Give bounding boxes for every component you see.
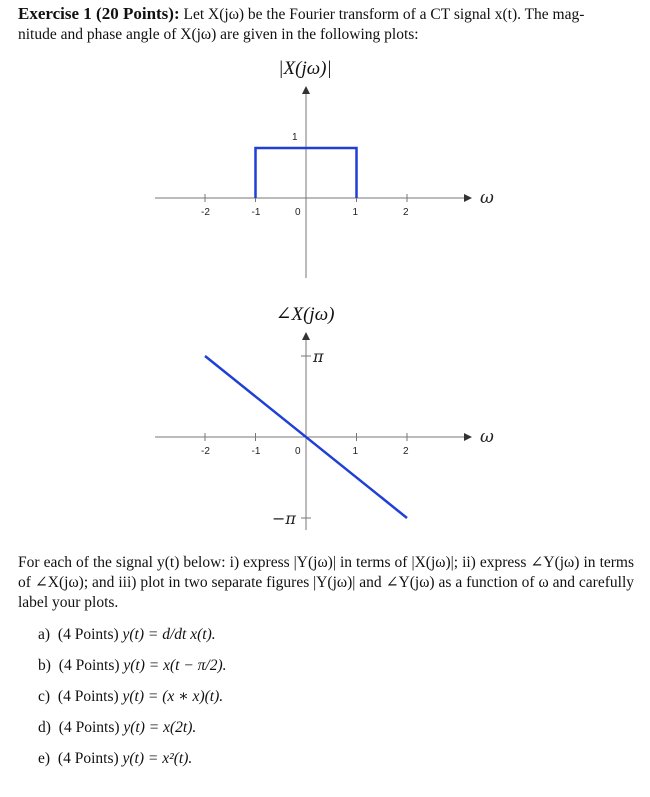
phase-y-label-pi: π [313, 347, 324, 366]
phase-x-label: ω [480, 427, 494, 447]
part-c: c) (4 Points) y(t) = (x ∗ x)(t). [38, 688, 224, 705]
magnitude-plot-title: |X(jω)| [278, 58, 332, 79]
phase-x-tick-label: -2 [201, 446, 210, 457]
phase-x-tick-label: 0 [295, 446, 301, 457]
exercise-label: Exercise 1 (20 Points): [18, 4, 180, 23]
phase-plot-title: ∠X(jω) [275, 304, 335, 325]
phase-x-tick-label: 1 [352, 446, 359, 457]
part-d: d) (4 Points) y(t) = x(2t). [38, 719, 197, 736]
magnitude-x-tick-label: 2 [403, 207, 409, 218]
magnitude-plot [0, 80, 650, 280]
magnitude-x-tick-label: -2 [201, 207, 210, 218]
intro-line-2: nitude and phase angle of X(jω) are given in the following plots: [18, 26, 419, 43]
magnitude-x-label: ω [480, 188, 494, 208]
magnitude-x-tick-label: -1 [251, 207, 261, 218]
phase-x-tick-label: -1 [251, 446, 261, 457]
phase-plot [0, 330, 650, 530]
parts-list [38, 624, 227, 779]
part-a: a) (4 Points) y(t) = d/dt x(t). [38, 626, 216, 643]
part-b: b) (4 Points) y(t) = x(t − π/2). [38, 657, 227, 674]
magnitude-y-tick-1: 1 [292, 132, 298, 143]
instructions-paragraph: For each of the signal y(t) below: i) express |Y(jω)| in terms of |X(jω)|; ii) express ∠Y(jω) in terms of ∠X(jω); and iii) plot in two separate figures |Y(jω)| and ∠Y(jω) as a function of ω and carefully label your plots. [18, 554, 634, 611]
phase-x-tick-label: 2 [403, 446, 409, 457]
magnitude-x-tick-label: 0 [295, 207, 301, 218]
part-e: e) (4 Points) y(t) = x²(t). [38, 750, 193, 767]
exercise-header [18, 4, 634, 45]
magnitude-x-tick-label: 1 [352, 207, 359, 218]
phase-y-label-neg-pi: −π [272, 509, 296, 528]
intro-line-1: Let X(jω) be the Fourier transform of a CT signal x(t). The mag- [183, 6, 585, 23]
